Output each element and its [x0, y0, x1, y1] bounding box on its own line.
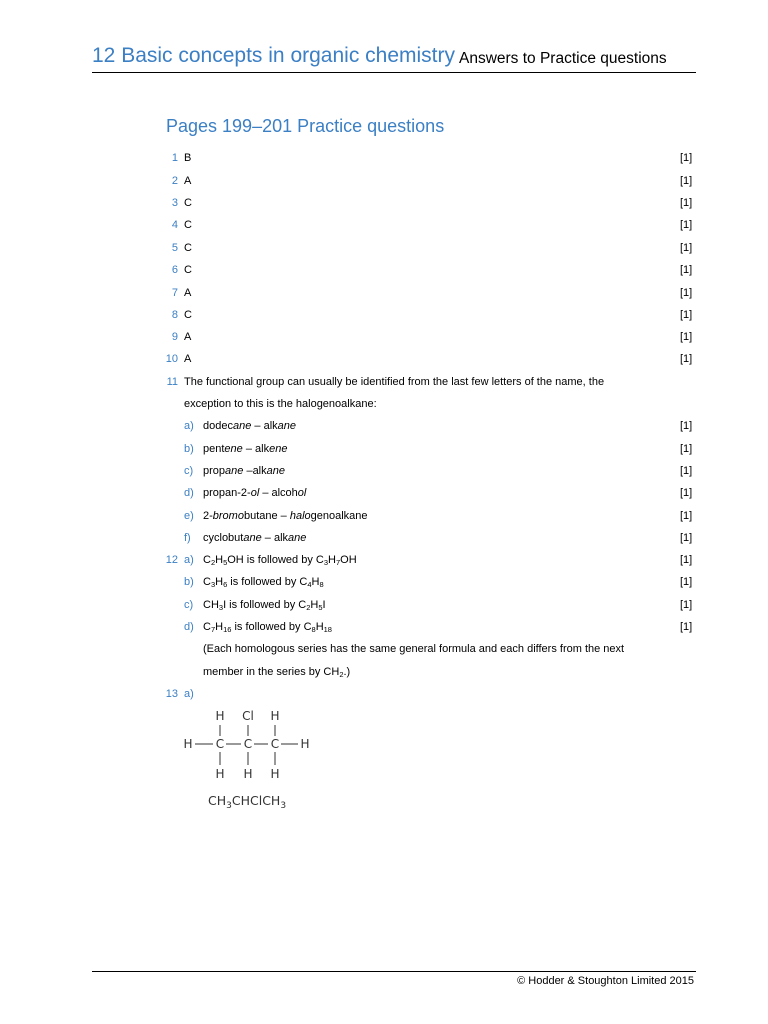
atom-h-right: H [300, 737, 310, 751]
mark: [1] [680, 487, 693, 499]
question-number: 1 [171, 152, 178, 164]
atom-c-3: C [270, 737, 280, 751]
part-text: $C_2H_5OH$ is followed by $C_3H_7OH$ [203, 554, 357, 567]
part-label: c) [184, 465, 194, 477]
mark: [1] [680, 420, 693, 432]
note-text: (Each homologous series has the same general formula and each differs from the next [203, 643, 625, 655]
part-text: $C_7H_{16}$ is followed by $C_8H_{18}$ [203, 621, 332, 634]
part-text: propane –alkane [203, 465, 285, 477]
q11-part [0, 528, 768, 548]
answer-text: C [184, 197, 192, 209]
mark: [1] [680, 465, 693, 477]
question-number: 11 [166, 376, 178, 388]
part-text: 2-bromobutane – halogenoalkane [203, 510, 368, 522]
q11-part [0, 483, 768, 503]
part-label: c) [184, 599, 194, 611]
question-number: 6 [171, 264, 178, 276]
part-label: d) [184, 487, 194, 499]
mark: [1] [680, 219, 693, 231]
mark: [1] [680, 554, 693, 566]
question-number: 5 [171, 242, 178, 254]
atom-c-1: C [215, 737, 225, 751]
q11-part [0, 416, 768, 436]
part-label: a) [184, 688, 194, 700]
mark: [1] [680, 599, 693, 611]
atom-h-bottom-2: H [243, 767, 253, 781]
question-text: exception to this is the halogenoalkane: [184, 398, 377, 410]
chapter-title: 12 Basic concepts in organic chemistry [92, 44, 455, 67]
answer-text: A [184, 353, 192, 365]
note-text: member in the series by $CH_2$.) [203, 666, 351, 679]
question-number: 10 [165, 353, 178, 365]
mark: [1] [680, 197, 693, 209]
part-label: b) [184, 576, 194, 588]
mark: [1] [680, 287, 693, 299]
part-text: $CH_3I$ is followed by $C_2H_5I$ [203, 599, 326, 612]
atom-h-bottom-1: H [215, 767, 225, 781]
mark: [1] [680, 532, 693, 544]
condensed-formula: $CH_3CHClCH_3$ [208, 793, 287, 811]
answer-row [0, 349, 768, 369]
question-number: 4 [171, 219, 178, 231]
q12-part [0, 617, 768, 637]
section-title: Pages 199–201 Practice questions [166, 116, 445, 136]
atom-h-top-3: H [270, 709, 280, 723]
part-label: a) [184, 554, 194, 566]
question-11-intro-cont [0, 394, 768, 414]
answer-text: A [184, 331, 192, 343]
answer-text: A [184, 175, 192, 187]
mark: [1] [680, 443, 693, 455]
part-text: propan-2-ol – alcohol [203, 487, 307, 499]
q11-part [0, 439, 768, 459]
part-label: e) [184, 510, 194, 522]
header-subtitle: Answers to Practice questions [459, 50, 667, 67]
page-header [92, 44, 696, 73]
answer-row [0, 193, 768, 213]
mark: [1] [680, 152, 693, 164]
question-number: 2 [171, 175, 178, 187]
part-label: b) [184, 443, 194, 455]
answer-row [0, 171, 768, 191]
question-number: 3 [171, 197, 178, 209]
mark: [1] [680, 264, 693, 276]
q13-header [0, 684, 768, 704]
answer-text: B [184, 152, 192, 164]
answer-row [0, 283, 768, 303]
answer-row [0, 327, 768, 347]
mark: [1] [680, 621, 693, 633]
mark: [1] [680, 331, 693, 343]
answer-text: C [184, 264, 192, 276]
answer-text: C [184, 309, 192, 321]
part-text: dodecane – alkane [203, 420, 296, 432]
question-number: 13 [165, 688, 178, 700]
atom-cl-top: Cl [242, 709, 254, 723]
answer-row [0, 238, 768, 258]
answer-row [0, 305, 768, 325]
atom-h-bottom-3: H [270, 767, 280, 781]
mark: [1] [680, 576, 693, 588]
part-label: f) [184, 532, 191, 544]
question-number: 12 [165, 554, 178, 566]
mark: [1] [680, 510, 693, 522]
q12-part [0, 572, 768, 592]
answer-row [0, 215, 768, 235]
structural-formula-diagram [182, 705, 322, 815]
question-11-intro [0, 372, 768, 392]
page-footer [92, 971, 696, 987]
copyright-notice: © Hodder & Stoughton Limited 2015 [517, 975, 694, 987]
question-number: 8 [171, 309, 178, 321]
question-number: 7 [171, 287, 178, 299]
mark: [1] [680, 309, 693, 321]
atom-h-left: H [183, 737, 193, 751]
answer-text: C [184, 242, 192, 254]
answer-text: A [184, 287, 192, 299]
question-text: The functional group can usually be identified from the last few letters of the name, the [184, 376, 605, 388]
answer-row [0, 260, 768, 280]
mark: [1] [680, 242, 693, 254]
answer-row [0, 148, 768, 168]
answer-text: C [184, 219, 192, 231]
part-text: pentene – alkene [203, 443, 288, 455]
part-label: d) [184, 621, 194, 633]
atom-c-2: C [243, 737, 253, 751]
atom-h-top-1: H [215, 709, 225, 723]
question-number: 9 [171, 331, 178, 343]
mark: [1] [680, 353, 693, 365]
q12-part [0, 595, 768, 615]
q12-part [0, 550, 768, 570]
q11-part [0, 506, 768, 526]
q11-part [0, 461, 768, 481]
mark: [1] [680, 175, 693, 187]
part-text: cyclobutane – alkane [203, 532, 307, 544]
part-text: $C_3H_6$ is followed by $C_4H_8$ [203, 576, 324, 589]
q12-note-cont [0, 662, 768, 682]
q12-note [0, 639, 768, 659]
part-label: a) [184, 420, 194, 432]
